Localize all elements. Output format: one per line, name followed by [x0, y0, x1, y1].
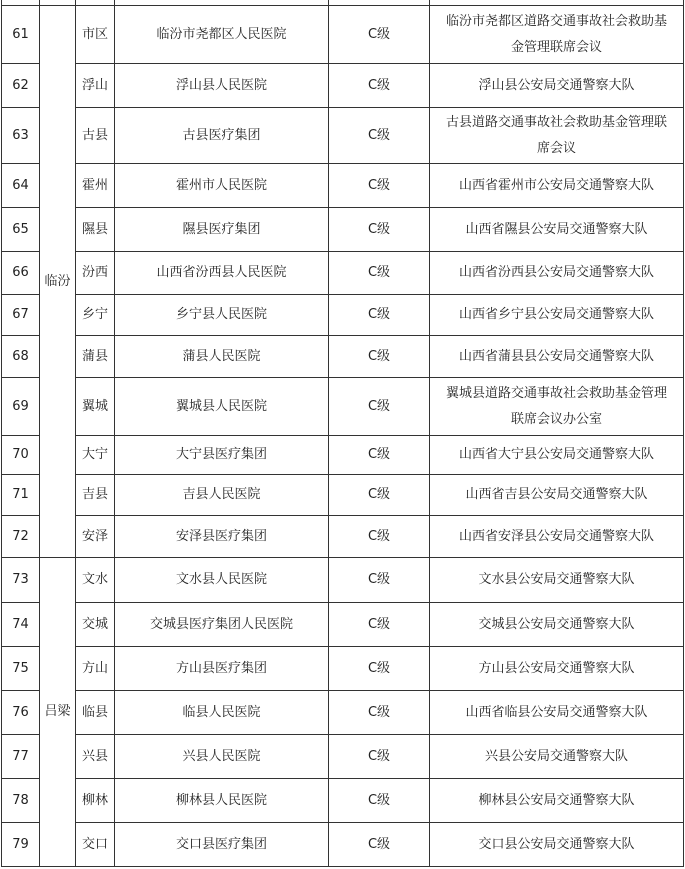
- row-number: 62: [2, 64, 40, 108]
- county-cell: 汾西: [76, 252, 115, 295]
- hospital-cell: 翼城县人民医院: [115, 378, 329, 436]
- county-cell: 浮山: [76, 64, 115, 108]
- table-row: [2, 252, 684, 295]
- level-cell: C级: [329, 603, 430, 647]
- row-number: 67: [2, 295, 40, 336]
- agency-cell: 山西省大宁县公安局交通警察大队: [430, 436, 684, 475]
- level-cell: C级: [329, 64, 430, 108]
- row-number: 64: [2, 164, 40, 208]
- hospital-cell: 霍州市人民医院: [115, 164, 329, 208]
- row-number: 70: [2, 436, 40, 475]
- agency-cell: 山西省汾西县公安局交通警察大队: [430, 252, 684, 295]
- county-cell: 安泽: [76, 516, 115, 558]
- row-number: 63: [2, 108, 40, 164]
- county-cell: 兴县: [76, 735, 115, 779]
- county-cell: 霍州: [76, 164, 115, 208]
- hospital-table: [1, 0, 684, 867]
- county-cell: 文水: [76, 558, 115, 603]
- county-cell: 蒲县: [76, 336, 115, 378]
- hospital-cell: 文水县人民医院: [115, 558, 329, 603]
- level-cell: C级: [329, 378, 430, 436]
- table-row: [2, 378, 684, 436]
- row-number: 76: [2, 691, 40, 735]
- table-row: [2, 735, 684, 779]
- level-cell: C级: [329, 558, 430, 603]
- county-cell: 交城: [76, 603, 115, 647]
- agency-cell: 柳林县公安局交通警察大队: [430, 779, 684, 823]
- county-cell: 市区: [76, 6, 115, 64]
- table-row: [2, 164, 684, 208]
- table-row: [2, 108, 684, 164]
- city-cell: 临汾: [40, 6, 76, 558]
- table-row: [2, 691, 684, 735]
- table-row: [2, 295, 684, 336]
- level-cell: C级: [329, 436, 430, 475]
- agency-cell: 临汾市尧都区道路交通事故社会救助基金管理联席会议: [430, 6, 684, 64]
- row-number: 69: [2, 378, 40, 436]
- county-cell: 临县: [76, 691, 115, 735]
- level-cell: C级: [329, 252, 430, 295]
- agency-cell: 山西省吉县公安局交通警察大队: [430, 475, 684, 516]
- agency-cell: 山西省隰县公安局交通警察大队: [430, 208, 684, 252]
- hospital-cell: 乡宁县人民医院: [115, 295, 329, 336]
- hospital-cell: 交口县医疗集团: [115, 823, 329, 867]
- agency-cell: 山西省安泽县公安局交通警察大队: [430, 516, 684, 558]
- hospital-cell: 吉县人民医院: [115, 475, 329, 516]
- level-cell: C级: [329, 516, 430, 558]
- county-cell: 方山: [76, 647, 115, 691]
- agency-cell: 交城县公安局交通警察大队: [430, 603, 684, 647]
- agency-cell: 兴县公安局交通警察大队: [430, 735, 684, 779]
- table-row: [2, 603, 684, 647]
- agency-cell: 翼城县道路交通事故社会救助基金管理联席会议办公室: [430, 378, 684, 436]
- row-number: 65: [2, 208, 40, 252]
- agency-cell: 古县道路交通事故社会救助基金管理联席会议: [430, 108, 684, 164]
- hospital-cell: 古县医疗集团: [115, 108, 329, 164]
- hospital-cell: 山西省汾西县人民医院: [115, 252, 329, 295]
- row-number: 72: [2, 516, 40, 558]
- agency-cell: 交口县公安局交通警察大队: [430, 823, 684, 867]
- table-row: [2, 436, 684, 475]
- county-cell: 古县: [76, 108, 115, 164]
- agency-cell: 方山县公安局交通警察大队: [430, 647, 684, 691]
- level-cell: C级: [329, 336, 430, 378]
- hospital-cell: 隰县医疗集团: [115, 208, 329, 252]
- row-number: 68: [2, 336, 40, 378]
- level-cell: C级: [329, 295, 430, 336]
- table-row: [2, 558, 684, 603]
- agency-cell: 山西省蒲县县公安局交通警察大队: [430, 336, 684, 378]
- hospital-cell: 临县人民医院: [115, 691, 329, 735]
- hospital-cell: 大宁县医疗集团: [115, 436, 329, 475]
- city-cell: 吕梁: [40, 558, 76, 867]
- agency-cell: 山西省乡宁县公安局交通警察大队: [430, 295, 684, 336]
- row-number: 61: [2, 6, 40, 64]
- row-number: 78: [2, 779, 40, 823]
- table-row: [2, 6, 684, 64]
- table-row: [2, 64, 684, 108]
- county-cell: 柳林: [76, 779, 115, 823]
- level-cell: C级: [329, 164, 430, 208]
- row-number: 73: [2, 558, 40, 603]
- agency-cell: 山西省临县公安局交通警察大队: [430, 691, 684, 735]
- level-cell: C级: [329, 779, 430, 823]
- table-row: [2, 336, 684, 378]
- county-cell: 隰县: [76, 208, 115, 252]
- county-cell: 乡宁: [76, 295, 115, 336]
- table-row: [2, 516, 684, 558]
- agency-cell: 浮山县公安局交通警察大队: [430, 64, 684, 108]
- agency-cell: 文水县公安局交通警察大队: [430, 558, 684, 603]
- hospital-cell: 浮山县人民医院: [115, 64, 329, 108]
- level-cell: C级: [329, 647, 430, 691]
- hospital-cell: 安泽县医疗集团: [115, 516, 329, 558]
- table-row: [2, 823, 684, 867]
- county-cell: 翼城: [76, 378, 115, 436]
- table-row: [2, 647, 684, 691]
- hospital-cell: 蒲县人民医院: [115, 336, 329, 378]
- agency-cell: 山西省霍州市公安局交通警察大队: [430, 164, 684, 208]
- row-number: 74: [2, 603, 40, 647]
- county-cell: 大宁: [76, 436, 115, 475]
- table-row: [2, 475, 684, 516]
- hospital-cell: 临汾市尧都区人民医院: [115, 6, 329, 64]
- county-cell: 吉县: [76, 475, 115, 516]
- level-cell: C级: [329, 735, 430, 779]
- hospital-cell: 兴县人民医院: [115, 735, 329, 779]
- level-cell: C级: [329, 823, 430, 867]
- row-number: 77: [2, 735, 40, 779]
- level-cell: C级: [329, 475, 430, 516]
- table-row: [2, 208, 684, 252]
- hospital-cell: 柳林县人民医院: [115, 779, 329, 823]
- row-number: 71: [2, 475, 40, 516]
- level-cell: C级: [329, 108, 430, 164]
- row-number: 79: [2, 823, 40, 867]
- hospital-cell: 方山县医疗集团: [115, 647, 329, 691]
- row-number: 75: [2, 647, 40, 691]
- county-cell: 交口: [76, 823, 115, 867]
- table-row: [2, 779, 684, 823]
- level-cell: C级: [329, 691, 430, 735]
- level-cell: C级: [329, 6, 430, 64]
- level-cell: C级: [329, 208, 430, 252]
- table-body: [2, 0, 684, 867]
- row-number: 66: [2, 252, 40, 295]
- hospital-cell: 交城县医疗集团人民医院: [115, 603, 329, 647]
